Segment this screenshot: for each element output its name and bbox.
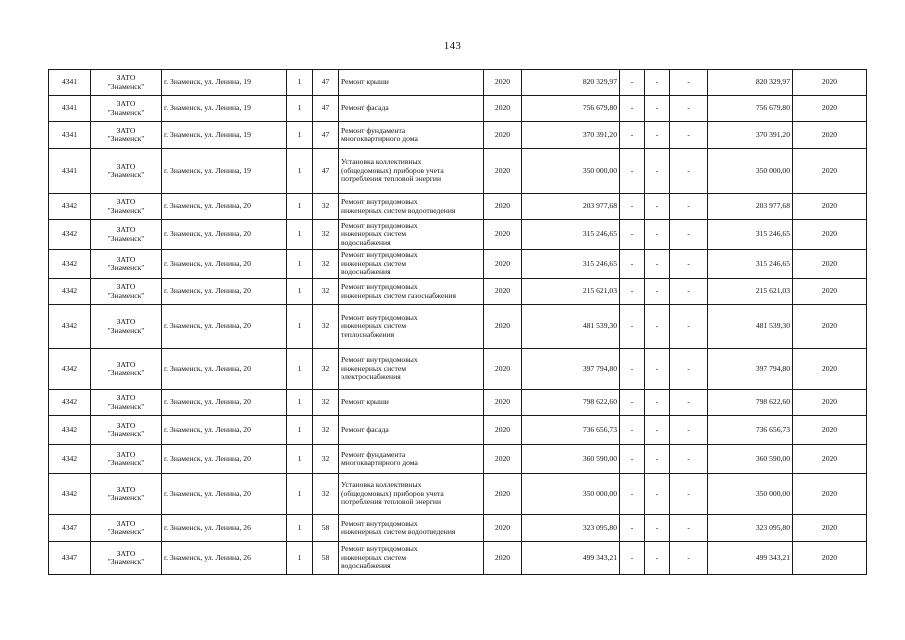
dash-cell: - (645, 349, 670, 390)
municipality-cell-line: ЗАТО (116, 197, 136, 206)
count-cell: 1 (287, 416, 313, 445)
municipality-cell-line: ЗАТО (116, 548, 136, 558)
dash-cell: - (620, 122, 645, 149)
amount-cell: 315 246,65 (522, 220, 620, 250)
address-cell: г. Знаменск, ул. Ленина, 20 (162, 279, 287, 305)
table-row (49, 390, 867, 416)
house-id-cell: 4342 (49, 305, 91, 349)
end-year-cell: 2020 (793, 515, 867, 542)
amount-cell: 499 343,21 (522, 542, 620, 575)
work-type-cell (339, 149, 484, 194)
work-type-cell-line: теплоснабжения (341, 329, 395, 339)
count-cell: 1 (287, 220, 313, 250)
dash-cell: - (670, 474, 708, 515)
dash-cell: - (670, 149, 708, 194)
amount-cell: 203 977,68 (522, 194, 620, 220)
dash-cell: - (620, 445, 645, 474)
year-cell: 2020 (484, 416, 522, 445)
municipality-cell (91, 122, 162, 149)
dash-cell: - (670, 70, 708, 96)
count-cell: 1 (287, 474, 313, 515)
house-id-cell: 4342 (49, 194, 91, 220)
house-id-cell: 4342 (49, 390, 91, 416)
municipality-cell-line: ЗАТО (116, 518, 136, 528)
municipality-cell-line: ЗАТО (116, 449, 136, 459)
dash-cell: - (670, 416, 708, 445)
work-type-cell-line: потребления тепловой энергии (341, 174, 442, 184)
total-cell: 215 621,03 (708, 279, 793, 305)
dash-cell: - (670, 515, 708, 542)
year-cell: 2020 (484, 250, 522, 279)
amount-cell: 215 621,03 (522, 279, 620, 305)
year-cell: 2020 (484, 349, 522, 390)
municipality-cell (91, 305, 162, 349)
house-id-cell: 4342 (49, 349, 91, 390)
dash-cell: - (670, 390, 708, 416)
municipality-cell-line: ЗАТО (116, 484, 136, 494)
address-cell: г. Знаменск, ул. Ленина, 20 (162, 445, 287, 474)
address-cell: г. Знаменск, ул. Ленина, 19 (162, 96, 287, 122)
amount-cell: 350 000,00 (522, 149, 620, 194)
house-id-cell: 4342 (49, 445, 91, 474)
municipality-cell-line: "Знаменск" (107, 205, 145, 215)
address-cell: г. Знаменск, ул. Ленина, 20 (162, 416, 287, 445)
municipality-cell-line: ЗАТО (116, 317, 136, 326)
work-type-cell-line: Ремонт внутридомовых (341, 518, 418, 528)
address-cell: г. Знаменск, ул. Ленина, 20 (162, 250, 287, 279)
year-cell: 2020 (484, 515, 522, 542)
dash-cell: - (645, 220, 670, 250)
apartments-cell: 32 (313, 194, 339, 220)
apartments-cell: 47 (313, 122, 339, 149)
work-type-cell-line: многоквартирного дома (341, 458, 418, 467)
work-type-cell-line: Ремонт крыши (341, 397, 389, 407)
apartments-cell: 32 (313, 474, 339, 515)
amount-cell: 315 246,65 (522, 250, 620, 279)
end-year-cell: 2020 (793, 390, 867, 416)
total-cell: 350 000,00 (708, 149, 793, 194)
total-cell: 736 656,73 (708, 416, 793, 445)
municipality-cell (91, 474, 162, 515)
end-year-cell: 2020 (793, 349, 867, 390)
address-cell: г. Знаменск, ул. Ленина, 26 (162, 542, 287, 575)
year-cell: 2020 (484, 390, 522, 416)
dash-cell: - (645, 70, 670, 96)
apartments-cell: 32 (313, 305, 339, 349)
end-year-cell: 2020 (793, 122, 867, 149)
work-type-cell-line: многоквартирного дома (341, 134, 418, 143)
work-type-cell (339, 445, 484, 474)
work-type-cell (339, 250, 484, 279)
table-row (49, 122, 867, 149)
page-number: 143 (443, 40, 462, 52)
dash-cell: - (670, 220, 708, 250)
work-type-cell (339, 279, 484, 305)
house-id-cell: 4341 (49, 149, 91, 194)
municipality-cell-line: "Знаменск" (107, 368, 145, 377)
count-cell: 1 (287, 305, 313, 349)
municipality-cell (91, 542, 162, 575)
table-row (49, 542, 867, 575)
municipality-cell (91, 70, 162, 96)
municipality-cell-line: "Знаменск" (107, 458, 145, 467)
house-id-cell: 4342 (49, 250, 91, 279)
table-row (49, 96, 867, 122)
address-cell: г. Знаменск, ул. Ленина, 20 (162, 390, 287, 416)
municipality-cell (91, 279, 162, 305)
work-type-cell (339, 515, 484, 542)
total-cell: 397 794,80 (708, 349, 793, 390)
work-type-cell (339, 390, 484, 416)
amount-cell: 323 095,80 (522, 515, 620, 542)
house-id-cell: 4341 (49, 96, 91, 122)
amount-cell: 397 794,80 (522, 349, 620, 390)
work-type-cell (339, 122, 484, 149)
work-type-cell-line: инженерных систем (341, 321, 407, 331)
work-type-cell-line: инженерных систем водоотведения (341, 527, 456, 536)
house-id-cell: 4342 (49, 474, 91, 515)
table-row (49, 416, 867, 445)
apartments-cell: 47 (313, 70, 339, 96)
dash-cell: - (645, 279, 670, 305)
dash-cell: - (620, 349, 645, 390)
municipality-cell-line: "Знаменск" (107, 401, 145, 411)
apartments-cell: 47 (313, 149, 339, 194)
dash-cell: - (670, 250, 708, 279)
work-type-cell (339, 349, 484, 390)
dash-cell: - (670, 305, 708, 349)
work-type-cell-line: Ремонт внутридомовых (341, 544, 418, 554)
municipality-cell (91, 149, 162, 194)
apartments-cell: 32 (313, 220, 339, 250)
table-row (49, 149, 867, 194)
municipality-cell (91, 194, 162, 220)
end-year-cell: 2020 (793, 220, 867, 250)
table-row (49, 220, 867, 250)
table-row (49, 70, 867, 96)
address-cell: г. Знаменск, ул. Ленина, 20 (162, 474, 287, 515)
amount-cell: 820 329,97 (522, 70, 620, 96)
house-id-cell: 4342 (49, 279, 91, 305)
table-row (49, 349, 867, 390)
work-type-cell-line: водоснабжения (341, 267, 391, 277)
dash-cell: - (670, 349, 708, 390)
year-cell: 2020 (484, 220, 522, 250)
table-row (49, 515, 867, 542)
year-cell: 2020 (484, 149, 522, 194)
apartments-cell: 32 (313, 390, 339, 416)
work-type-cell (339, 305, 484, 349)
work-type-cell-line: водоснабжения (341, 561, 391, 571)
year-cell: 2020 (484, 96, 522, 122)
municipality-cell-line: ЗАТО (116, 420, 136, 430)
work-type-cell-line: инженерных систем (341, 363, 407, 373)
dash-cell: - (620, 416, 645, 445)
amount-cell: 350 000,00 (522, 474, 620, 515)
total-cell: 798 622,60 (708, 390, 793, 416)
apartments-cell: 32 (313, 445, 339, 474)
address-cell: г. Знаменск, ул. Ленина, 20 (162, 220, 287, 250)
address-cell: г. Знаменск, ул. Ленина, 19 (162, 70, 287, 96)
apartments-cell: 32 (313, 279, 339, 305)
amount-cell: 370 391,20 (522, 122, 620, 149)
dash-cell: - (670, 194, 708, 220)
dash-cell: - (620, 515, 645, 542)
count-cell: 1 (287, 194, 313, 220)
dash-cell: - (620, 250, 645, 279)
municipality-cell-line: "Знаменск" (107, 170, 145, 179)
work-type-cell-line: инженерных систем газоснабжения (341, 290, 456, 300)
end-year-cell: 2020 (793, 194, 867, 220)
dash-cell: - (620, 220, 645, 250)
count-cell: 1 (287, 390, 313, 416)
total-cell: 323 095,80 (708, 515, 793, 542)
dash-cell: - (620, 542, 645, 575)
municipality-cell-line: ЗАТО (116, 161, 136, 171)
dash-cell: - (670, 445, 708, 474)
work-type-cell-line: инженерных систем водоотведения (341, 205, 456, 215)
work-type-cell-line: Ремонт внутридомовых (341, 220, 418, 230)
work-type-cell (339, 416, 484, 445)
table-row (49, 445, 867, 474)
repair-program-table (48, 69, 867, 575)
total-cell: 360 590,00 (708, 445, 793, 474)
amount-cell: 798 622,60 (522, 390, 620, 416)
total-cell: 756 679,80 (708, 96, 793, 122)
municipality-cell-line: "Знаменск" (107, 263, 145, 272)
municipality-cell-line: ЗАТО (116, 359, 136, 369)
end-year-cell: 2020 (793, 305, 867, 349)
municipality-cell (91, 220, 162, 250)
municipality-cell (91, 445, 162, 474)
end-year-cell: 2020 (793, 96, 867, 122)
dash-cell: - (620, 390, 645, 416)
municipality-cell-line: ЗАТО (116, 125, 136, 135)
total-cell: 370 391,20 (708, 122, 793, 149)
apartments-cell: 58 (313, 542, 339, 575)
table-row (49, 474, 867, 515)
municipality-cell-line: "Знаменск" (107, 233, 145, 243)
dash-cell: - (645, 445, 670, 474)
work-type-cell-line: инженерных систем (341, 552, 407, 562)
dash-cell: - (645, 305, 670, 349)
work-type-cell-line: Ремонт фундамента (341, 125, 406, 135)
count-cell: 1 (287, 542, 313, 575)
dash-cell: - (645, 515, 670, 542)
apartments-cell: 47 (313, 96, 339, 122)
total-cell: 820 329,97 (708, 70, 793, 96)
dash-cell: - (620, 474, 645, 515)
dash-cell: - (620, 305, 645, 349)
table-row (49, 194, 867, 220)
year-cell: 2020 (484, 122, 522, 149)
municipality-cell-line: "Знаменск" (107, 325, 145, 335)
municipality-cell (91, 515, 162, 542)
count-cell: 1 (287, 250, 313, 279)
municipality-cell-line: "Знаменск" (107, 134, 145, 143)
count-cell: 1 (287, 515, 313, 542)
work-type-cell (339, 542, 484, 575)
dash-cell: - (645, 542, 670, 575)
municipality-cell-line: ЗАТО (116, 254, 136, 264)
end-year-cell: 2020 (793, 445, 867, 474)
municipality-cell-line: ЗАТО (116, 225, 136, 234)
municipality-cell (91, 96, 162, 122)
house-id-cell: 4342 (49, 416, 91, 445)
work-type-cell (339, 220, 484, 250)
dash-cell: - (645, 390, 670, 416)
count-cell: 1 (287, 349, 313, 390)
dash-cell: - (645, 96, 670, 122)
apartments-cell: 32 (313, 416, 339, 445)
total-cell: 481 539,30 (708, 305, 793, 349)
municipality-cell (91, 416, 162, 445)
year-cell: 2020 (484, 445, 522, 474)
work-type-cell-line: Ремонт фасада (341, 103, 389, 113)
work-type-cell (339, 194, 484, 220)
work-type-cell (339, 474, 484, 515)
municipality-cell-line: ЗАТО (116, 99, 136, 108)
amount-cell: 736 656,73 (522, 416, 620, 445)
municipality-cell-line: ЗАТО (116, 73, 136, 82)
work-type-cell-line: инженерных систем (341, 258, 407, 268)
municipality-cell-line: "Знаменск" (107, 107, 145, 117)
amount-cell: 360 590,00 (522, 445, 620, 474)
end-year-cell: 2020 (793, 149, 867, 194)
dash-cell: - (620, 96, 645, 122)
year-cell: 2020 (484, 542, 522, 575)
municipality-cell-line: "Знаменск" (107, 81, 145, 91)
address-cell: г. Знаменск, ул. Ленина, 26 (162, 515, 287, 542)
work-type-cell-line: потребления тепловой энергии (341, 497, 442, 507)
end-year-cell: 2020 (793, 250, 867, 279)
end-year-cell: 2020 (793, 70, 867, 96)
work-type-cell-line: Ремонт внутридомовых (341, 355, 418, 365)
work-type-cell-line: инженерных систем (341, 229, 407, 239)
house-id-cell: 4341 (49, 70, 91, 96)
total-cell: 350 000,00 (708, 474, 793, 515)
work-type-cell-line: Ремонт фасада (341, 424, 389, 434)
work-type-cell-line: Установка коллективных (341, 480, 422, 490)
year-cell: 2020 (484, 474, 522, 515)
table-body (49, 70, 867, 575)
dash-cell: - (670, 542, 708, 575)
municipality-cell-line: "Знаменск" (107, 429, 145, 438)
apartments-cell: 58 (313, 515, 339, 542)
dash-cell: - (645, 194, 670, 220)
year-cell: 2020 (484, 194, 522, 220)
address-cell: г. Знаменск, ул. Ленина, 20 (162, 305, 287, 349)
apartments-cell: 32 (313, 250, 339, 279)
total-cell: 315 246,65 (708, 250, 793, 279)
dash-cell: - (670, 122, 708, 149)
work-type-cell (339, 70, 484, 96)
house-id-cell: 4341 (49, 122, 91, 149)
table-row (49, 279, 867, 305)
dash-cell: - (620, 70, 645, 96)
house-id-cell: 4342 (49, 220, 91, 250)
work-type-cell (339, 96, 484, 122)
count-cell: 1 (287, 279, 313, 305)
table-row (49, 250, 867, 279)
dash-cell: - (645, 149, 670, 194)
municipality-cell-line: "Знаменск" (107, 290, 145, 300)
total-cell: 499 343,21 (708, 542, 793, 575)
municipality-cell (91, 250, 162, 279)
dash-cell: - (670, 279, 708, 305)
municipality-cell (91, 390, 162, 416)
dash-cell: - (645, 416, 670, 445)
end-year-cell: 2020 (793, 279, 867, 305)
dash-cell: - (645, 474, 670, 515)
total-cell: 315 246,65 (708, 220, 793, 250)
year-cell: 2020 (484, 70, 522, 96)
municipality-cell (91, 349, 162, 390)
work-type-cell-line: Ремонт внутридомовых (341, 250, 418, 260)
table-row (49, 305, 867, 349)
municipality-cell-line: ЗАТО (116, 282, 136, 291)
work-type-cell-line: Ремонт внутридомовых (341, 282, 418, 291)
year-cell: 2020 (484, 305, 522, 349)
count-cell: 1 (287, 445, 313, 474)
house-id-cell: 4347 (49, 542, 91, 575)
end-year-cell: 2020 (793, 542, 867, 575)
municipality-cell-line: "Знаменск" (107, 527, 145, 536)
work-type-cell-line: (общедомовых) приборов учета (341, 488, 444, 498)
address-cell: г. Знаменск, ул. Ленина, 20 (162, 349, 287, 390)
work-type-cell-line: Ремонт крыши (341, 77, 389, 87)
end-year-cell: 2020 (793, 416, 867, 445)
work-type-cell-line: водоснабжения (341, 237, 391, 247)
work-type-cell-line: Ремонт внутридомовых (341, 197, 418, 206)
count-cell: 1 (287, 96, 313, 122)
end-year-cell: 2020 (793, 474, 867, 515)
house-id-cell: 4347 (49, 515, 91, 542)
amount-cell: 481 539,30 (522, 305, 620, 349)
work-type-cell-line: электроснабжения (341, 372, 401, 382)
total-cell: 203 977,68 (708, 194, 793, 220)
count-cell: 1 (287, 122, 313, 149)
count-cell: 1 (287, 70, 313, 96)
apartments-cell: 32 (313, 349, 339, 390)
year-cell: 2020 (484, 279, 522, 305)
dash-cell: - (670, 96, 708, 122)
address-cell: г. Знаменск, ул. Ленина, 20 (162, 194, 287, 220)
municipality-cell-line: "Знаменск" (107, 557, 145, 566)
count-cell: 1 (287, 149, 313, 194)
dash-cell: - (620, 279, 645, 305)
amount-cell: 756 679,80 (522, 96, 620, 122)
work-type-cell-line: (общедомовых) приборов учета (341, 165, 444, 175)
municipality-cell-line: ЗАТО (116, 393, 136, 402)
dash-cell: - (645, 250, 670, 279)
work-type-cell-line: Ремонт внутридомовых (341, 312, 418, 322)
municipality-cell-line: "Знаменск" (107, 493, 145, 502)
work-type-cell-line: Ремонт фундамента (341, 449, 406, 459)
address-cell: г. Знаменск, ул. Ленина, 19 (162, 122, 287, 149)
address-cell: г. Знаменск, ул. Ленина, 19 (162, 149, 287, 194)
dash-cell: - (620, 149, 645, 194)
work-type-cell-line: Установка коллективных (341, 157, 422, 167)
dash-cell: - (620, 194, 645, 220)
dash-cell: - (645, 122, 670, 149)
